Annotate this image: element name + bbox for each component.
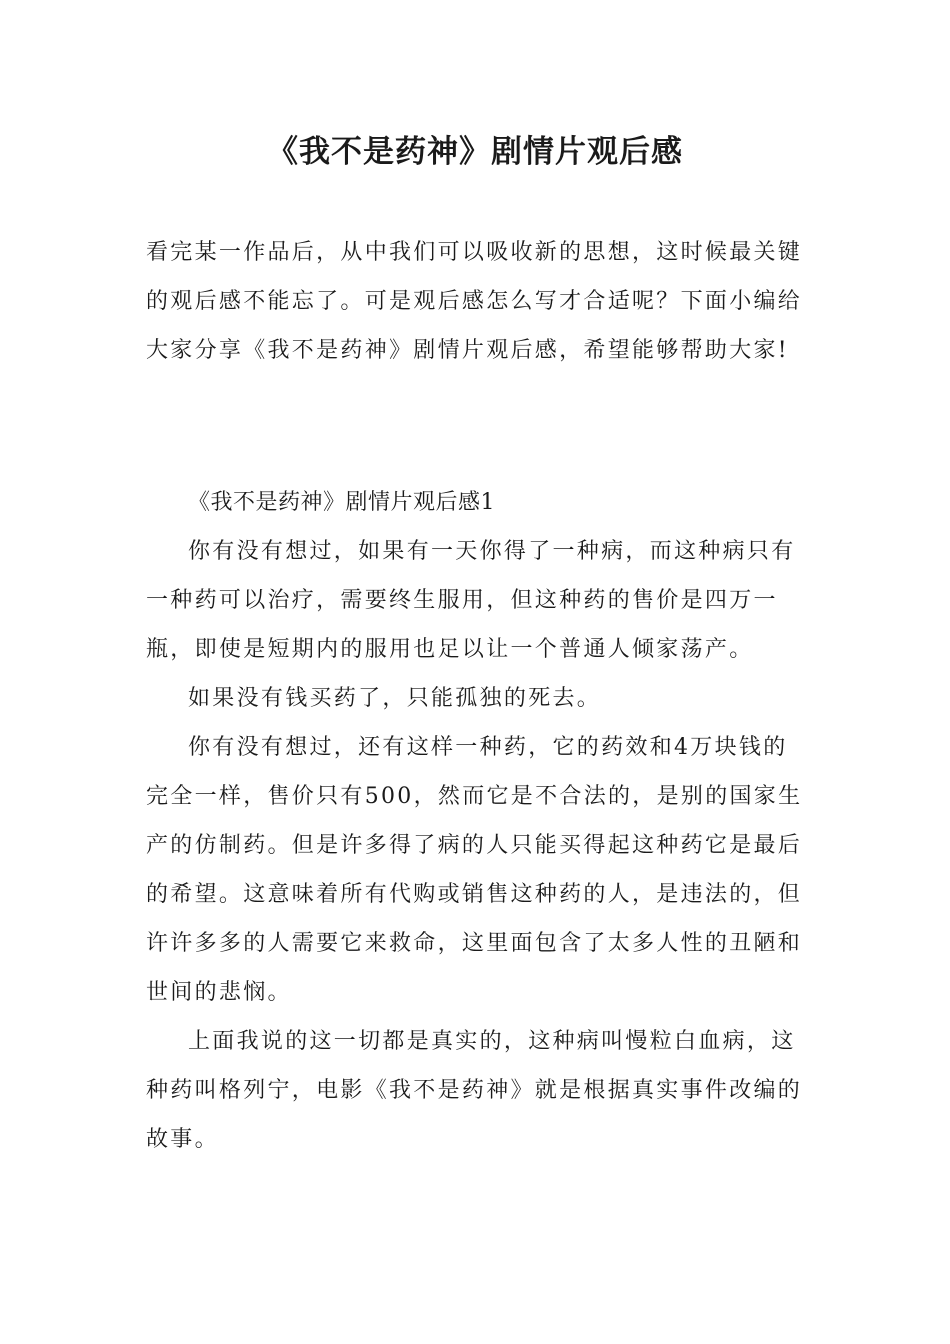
paragraph-2: 如果没有钱买药了，只能孤独的死去。 — [188, 686, 602, 711]
document-title: 《我不是药神》剧情片观后感 — [267, 134, 683, 170]
paragraph-3: 你有没有想过，还有这样一种药，它的药效和4万块钱的完全一样，售价只有500，然而它是不合法的，是别的国家生产的仿制药。但是许多得了病的人只能买得起这种药它是最后的希望。这意味着所有代购或销售这种药的人，是违法的，但许许多多的人需要它来救命，这里面包含了太多人性的丑陋和世间的悲悯。 — [146, 735, 803, 1005]
intro-paragraph: 看完某一作品后，从中我们可以吸收新的思想，这时候最关键的观后感不能忘了。可是观后感怎么写才合适呢？下面小编给大家分享《我不是药神》剧情片观后感，希望能够帮助大家! — [146, 240, 803, 363]
intro-block — [146, 228, 808, 375]
paragraph-1: 你有没有想过，如果有一天你得了一种病，而这种病只有一种药可以治疗，需要终生服用，但这种药的售价是四万一瓶，即使是短期内的服用也足以让一个普通人倾家荡产。 — [146, 539, 796, 662]
section-1 — [146, 478, 808, 1164]
section-heading: 《我不是药神》剧情片观后感1 — [188, 490, 495, 515]
paragraph-4: 上面我说的这一切都是真实的，这种病叫慢粒白血病，这种药叫格列宁，电影《我不是药神》就是根据真实事件改编的故事。 — [146, 1029, 803, 1152]
